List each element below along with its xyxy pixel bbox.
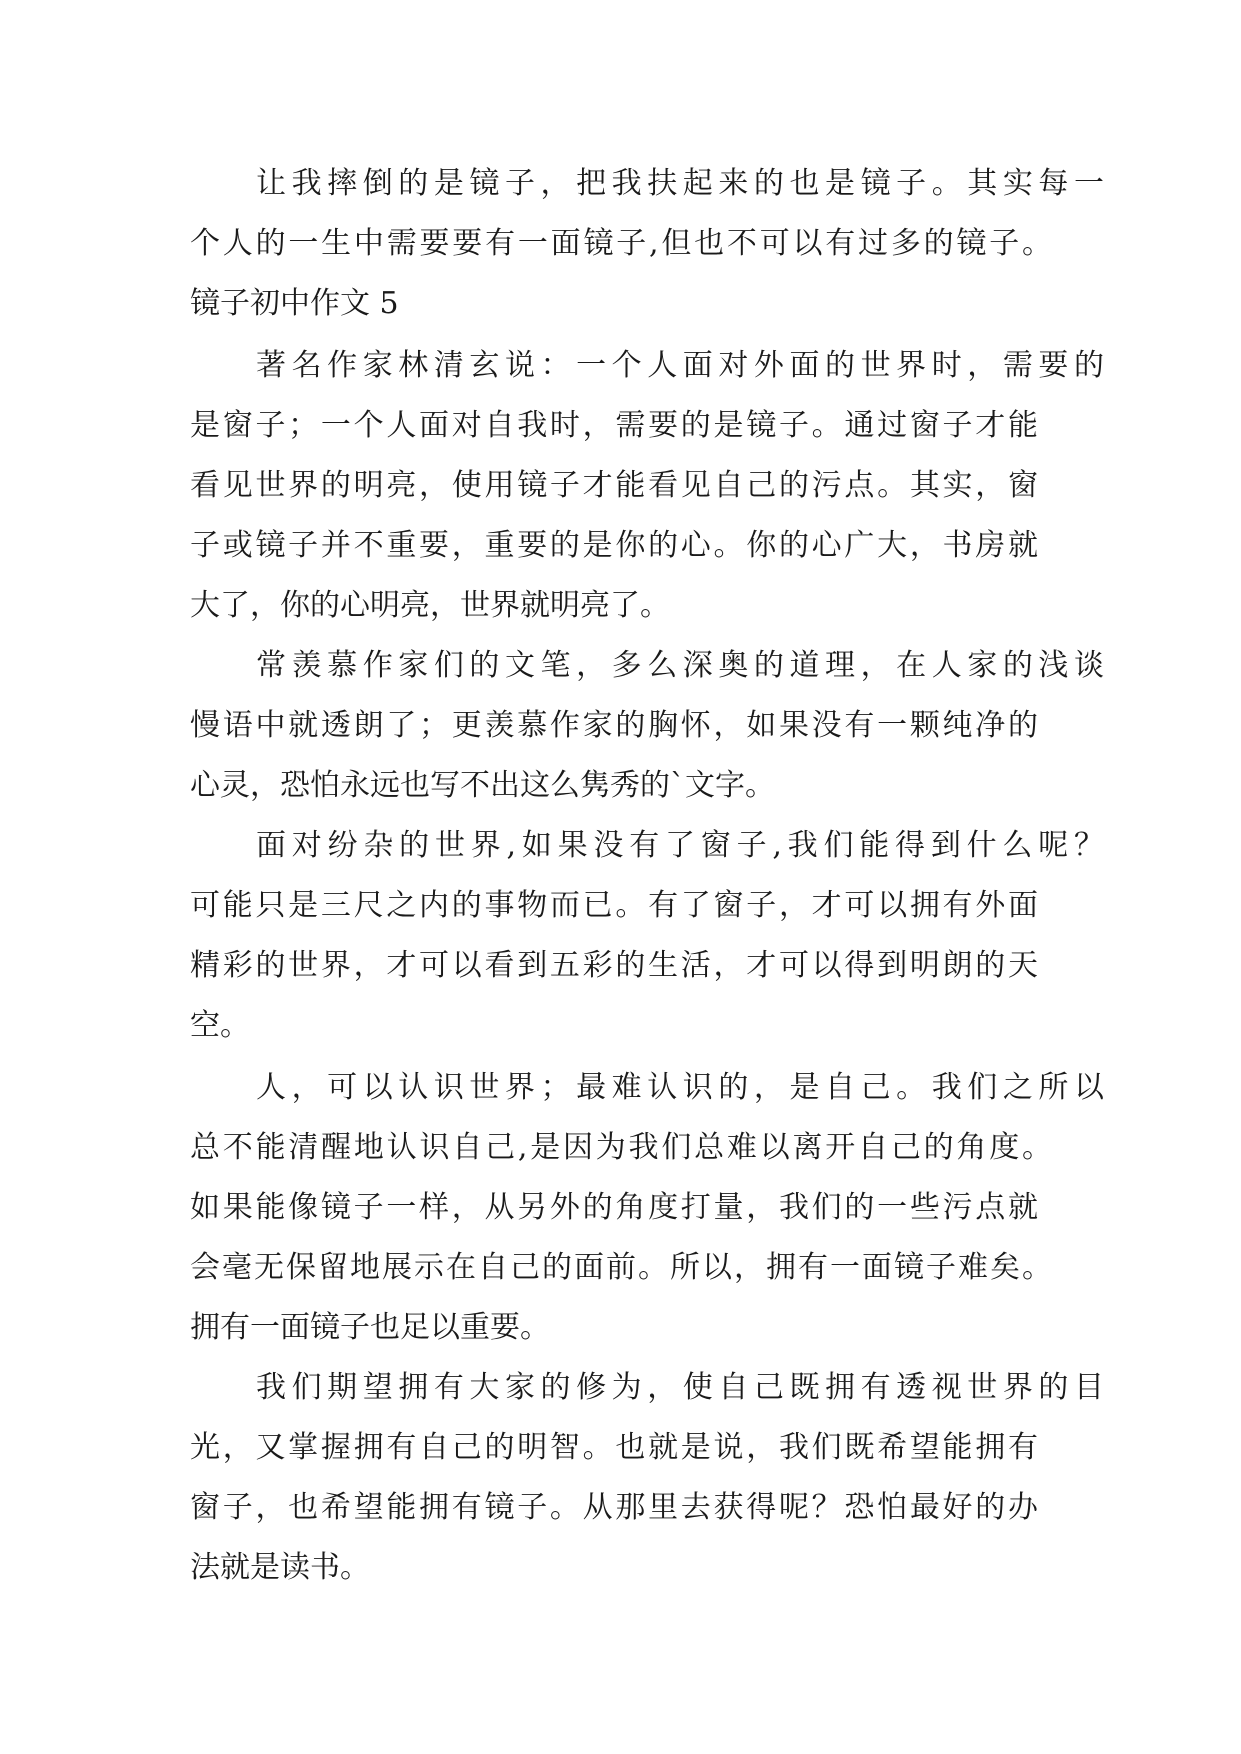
paragraph-2-line-5: 大了，你的心明亮，世界就明亮了。 [190,588,670,623]
paragraph-4-line-4: 空。 [190,1008,250,1043]
paragraph-6-line-2: 光，又掌握拥有自己的明智。也就是说，我们既希望能拥有 [190,1430,1038,1465]
paragraph-3-line-1: 常羡慕作家们的文笔，多么深奥的道理，在人家的浅谈 [256,648,1104,683]
paragraph-4-line-3: 精彩的世界，才可以看到五彩的生活，才可以得到明朗的天 [190,948,1038,983]
paragraph-6-line-4: 法就是读书。 [190,1550,370,1585]
paragraph-2-line-4: 子或镜子并不重要，重要的是你的心。你的心广大，书房就 [190,528,1038,563]
paragraph-2-line-1: 著名作家林清玄说：一个人面对外面的世界时，需要的 [256,348,1104,383]
paragraph-1-line-1: 让我摔倒的是镜子，把我扶起来的也是镜子。其实每一 [256,166,1104,201]
paragraph-5-line-1: 人，可以认识世界；最难认识的，是自己。我们之所以 [256,1070,1104,1105]
section-heading: 镜子初中作文 5 [190,286,399,321]
paragraph-3-line-2: 慢语中就透朗了；更羡慕作家的胸怀，如果没有一颗纯净的 [190,708,1038,743]
paragraph-2-line-2: 是窗子；一个人面对自我时，需要的是镜子。通过窗子才能 [190,408,1038,443]
paragraph-5-line-2: 总不能清醒地认识自己,是因为我们总难以离开自己的角度。 [190,1130,1052,1165]
paragraph-5-line-5: 拥有一面镜子也足以重要。 [190,1310,550,1345]
paragraph-6-line-1: 我们期望拥有大家的修为，使自己既拥有透视世界的目 [256,1370,1104,1405]
paragraph-3-line-3: 心灵，恐怕永远也写不出这么隽秀的`文字。 [190,768,775,803]
paragraph-2-line-3: 看见世界的明亮，使用镜子才能看见自己的污点。其实，窗 [190,468,1038,503]
paragraph-5-line-3: 如果能像镜子一样，从另外的角度打量，我们的一些污点就 [190,1190,1038,1225]
paragraph-1-line-2: 个人的一生中需要要有一面镜子,但也不可以有过多的镜子。 [190,226,1052,261]
paragraph-5-line-4: 会毫无保留地展示在自己的面前。所以，拥有一面镜子难矣。 [190,1250,1052,1285]
paragraph-4-line-2: 可能只是三尺之内的事物而已。有了窗子，才可以拥有外面 [190,888,1038,923]
paragraph-4-line-1: 面对纷杂的世界,如果没有了窗子,我们能得到什么呢？ [256,828,1104,863]
paragraph-6-line-3: 窗子，也希望能拥有镜子。从那里去获得呢？恐怕最好的办 [190,1490,1038,1525]
